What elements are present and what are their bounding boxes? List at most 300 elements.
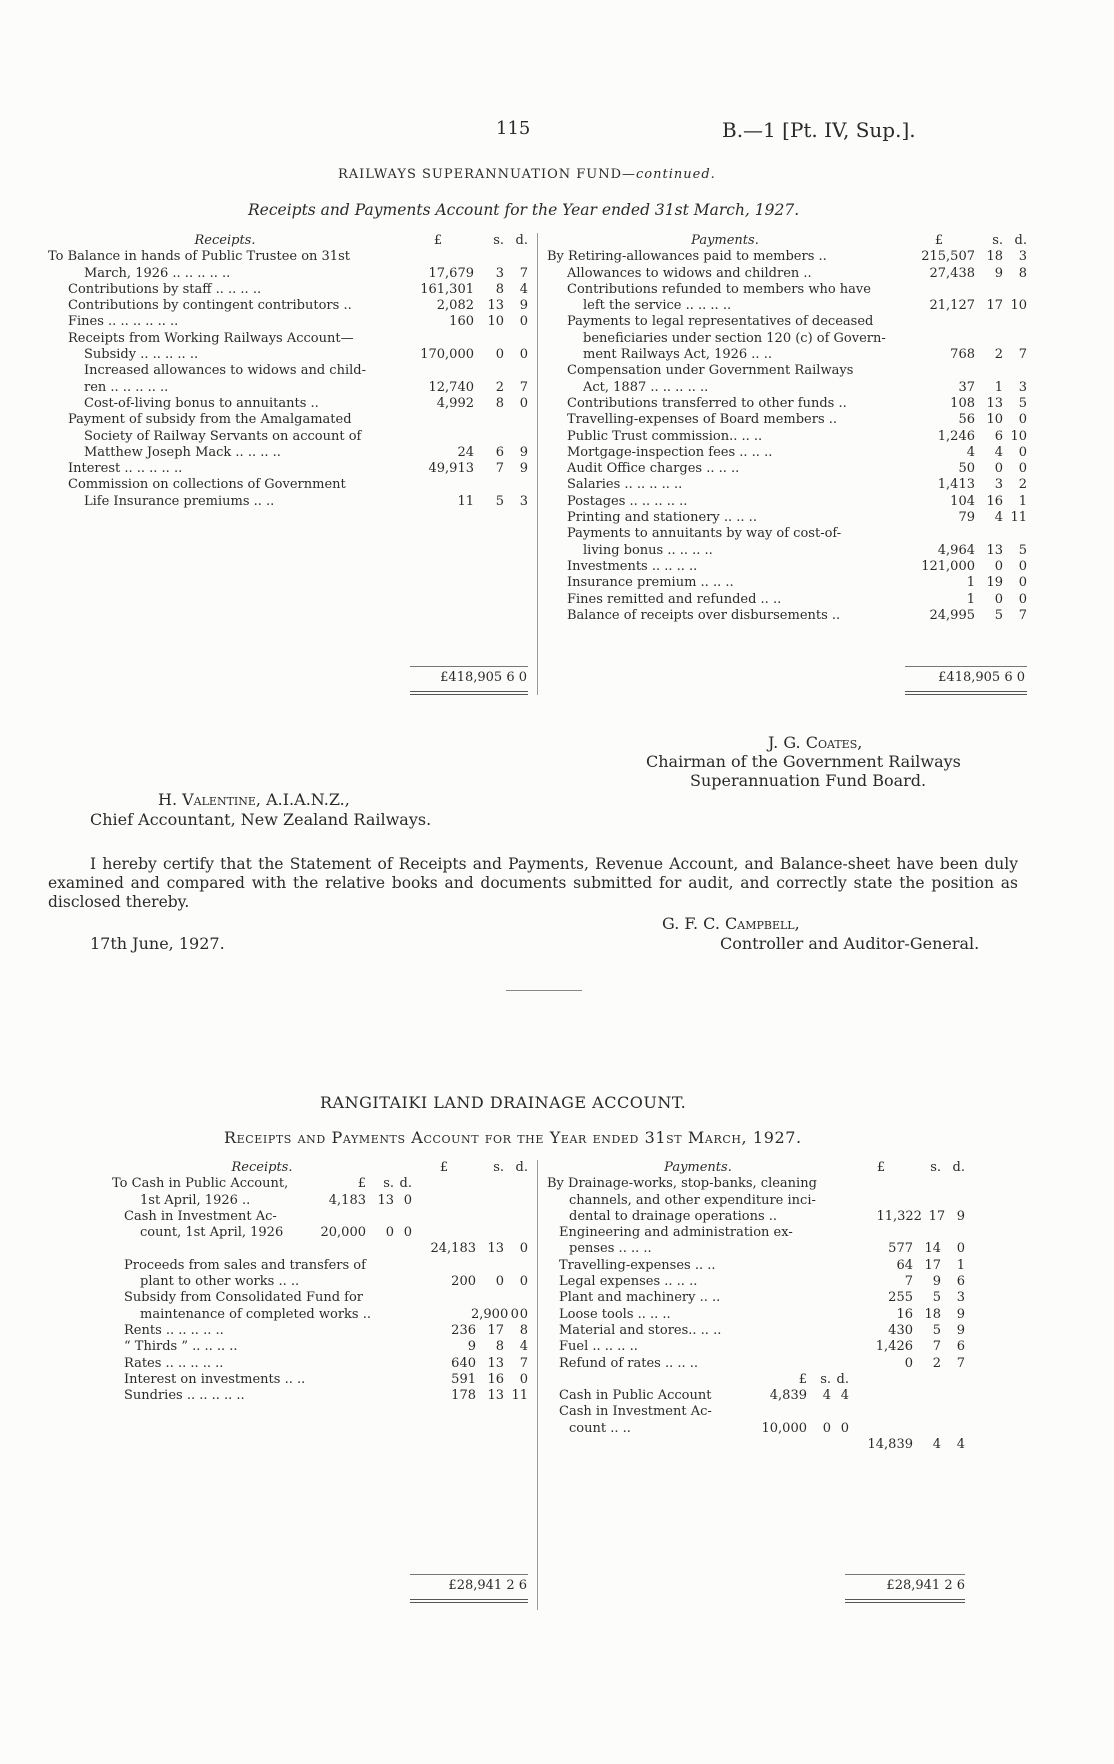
ledger-row-label: Receipts from Working Railways Account—: [68, 330, 354, 346]
rangitaiki-column-divider: [537, 1160, 538, 1610]
inner-pence: 0: [403, 1192, 412, 1208]
ledger-row: [547, 494, 1027, 510]
ledger-row: [547, 1372, 965, 1388]
amount-pence: 0: [519, 1241, 528, 1257]
rangitaiki-receipts-table: [112, 1160, 528, 1404]
amount-pence: 3: [519, 493, 528, 509]
ledger-row-label: “ Thirds ” .. .. .. ..: [124, 1339, 238, 1355]
rs-payments-table: [547, 233, 1027, 624]
ledger-row: [48, 282, 528, 298]
amount-pence: 7: [956, 1355, 965, 1371]
amount-pence: 9: [519, 298, 528, 314]
ledger-row: [48, 461, 528, 477]
ledger-row-label: Matthew Joseph Mack .. .. .. ..: [84, 444, 281, 460]
rangitaiki-payments-table: [547, 1160, 965, 1453]
ledger-row-label: Audit Office charges .. .. ..: [567, 461, 740, 477]
ledger-row: [547, 363, 1027, 379]
signatory-valentine-name: H. Valentine, A.I.A.N.Z.,: [158, 790, 350, 809]
amount-pounds: 12,740: [428, 379, 474, 395]
ledger-row-label: Compensation under Government Railways: [567, 363, 854, 379]
ledger-row: [48, 347, 528, 363]
ledger-row: [547, 1241, 965, 1257]
rs-receipts-total-rule: [410, 666, 528, 667]
ledger-row: [547, 1421, 965, 1437]
amount-pounds: 1: [966, 591, 975, 607]
amount-shillings: 3: [495, 265, 504, 281]
amount-shillings: 0: [495, 347, 504, 363]
ledger-row-label: Allowances to widows and children ..: [567, 265, 812, 281]
ledger-row-label: Engineering and administration ex-: [559, 1225, 793, 1241]
signatory-coates-title-2: Superannuation Fund Board.: [690, 771, 927, 790]
ledger-row: [48, 249, 528, 265]
amount-shillings: 18: [924, 1306, 941, 1322]
pounds-column-header: £: [439, 1160, 449, 1175]
inner-pounds: 4,183: [328, 1192, 366, 1208]
amount-shillings: 5: [932, 1290, 941, 1306]
ledger-row: [112, 1241, 528, 1257]
ledger-row: [547, 314, 1027, 330]
ledger-row-label: Loose tools .. .. ..: [559, 1306, 671, 1322]
amount-shillings: 4: [994, 510, 1003, 526]
ledger-row-label: Cost-of-living bonus to annuitants ..: [84, 395, 319, 411]
ledger-row: [547, 510, 1027, 526]
amount-pence: 4: [956, 1437, 965, 1453]
ledger-row: [547, 282, 1027, 298]
ledger-row-label: ment Railways Act, 1926 .. ..: [583, 347, 772, 363]
ledger-row: [48, 429, 528, 445]
amount-shillings: 6: [495, 444, 504, 460]
amount-shillings: 2: [994, 347, 1003, 363]
rg-payments-total-rule: [845, 1574, 965, 1575]
ledger-row: [112, 1388, 528, 1404]
amount-pounds: 0: [904, 1355, 913, 1371]
amount-shillings: 5: [495, 493, 504, 509]
ledger-row-label: Investments .. .. .. ..: [567, 558, 698, 574]
rg-payments-total: £28,941 2 6: [886, 1578, 965, 1593]
ledger-row: [547, 1356, 965, 1372]
certificate-date: 17th June, 1927.: [90, 934, 225, 953]
ledger-row: [547, 575, 1027, 591]
amount-shillings: 13: [487, 1355, 504, 1371]
amount-pence: 7: [519, 1355, 528, 1371]
ledger-row: [547, 1193, 965, 1209]
amount-shillings: 0: [994, 591, 1003, 607]
ledger-row-label: channels, and other expenditure inci-: [569, 1192, 816, 1208]
ledger-heading-row: [547, 233, 1027, 249]
ledger-row-label: Cash in Public Account: [559, 1388, 712, 1404]
amount-pounds: 1: [966, 575, 975, 591]
pence-column-header: d.: [952, 1160, 965, 1175]
ledger-row-label: Postages .. .. .. .. ..: [567, 493, 688, 509]
rs-payments-double-rule: [905, 691, 1027, 695]
inner-pounds: 20,000: [320, 1225, 366, 1241]
shillings-column-header: s.: [493, 233, 504, 248]
amount-pounds: 79: [958, 510, 975, 526]
inner-pounds: 4,839: [769, 1388, 807, 1404]
ledger-row-label: Act, 1887 .. .. .. .. ..: [583, 379, 709, 395]
ledger-row: [112, 1307, 528, 1323]
amount-pounds: 4: [966, 444, 975, 460]
amount-pounds: 200: [451, 1274, 476, 1290]
column-divider: [537, 233, 538, 695]
ledger-row-label: Balance of receipts over disbursements ..: [567, 607, 841, 623]
amount-pence: 7: [1018, 607, 1027, 623]
ledger-heading-row: [48, 233, 528, 249]
amount-shillings: 2: [932, 1355, 941, 1371]
shillings-column-header: s.: [992, 233, 1003, 248]
amount-pounds: 14,839: [867, 1437, 913, 1453]
inner-shillings: 13: [377, 1192, 394, 1208]
amount-pence: 3: [1018, 379, 1027, 395]
amount-shillings: 8: [495, 281, 504, 297]
amount-pounds: 1,426: [875, 1339, 913, 1355]
ledger-row-label: beneficiaries under section 120 (c) of Govern-: [583, 330, 886, 346]
ledger-row-label: Rents .. .. .. .. ..: [124, 1322, 224, 1338]
amount-pounds: 2,082: [436, 298, 474, 314]
amount-pence: 4: [519, 281, 528, 297]
ledger-row-label: count, 1st April, 1926: [140, 1225, 284, 1241]
amount-shillings: 13: [986, 542, 1003, 558]
ledger-row: [547, 1307, 965, 1323]
ledger-row: [547, 559, 1027, 575]
ledger-row: [112, 1258, 528, 1274]
amount-pence: 9: [519, 444, 528, 460]
amount-pence: 9: [956, 1322, 965, 1338]
ledger-row: [48, 412, 528, 428]
ledger-row-label: Travelling-expenses of Board members ..: [567, 412, 838, 428]
ledger-row-label: By Drainage-works, stop-banks, cleaning: [547, 1176, 817, 1192]
amount-pence: 3: [956, 1290, 965, 1306]
inner-amount-group: [312, 1176, 412, 1192]
amount-pounds: 108: [950, 395, 975, 411]
amount-shillings: 13: [986, 395, 1003, 411]
amount-shillings: 0: [994, 558, 1003, 574]
rangitaiki-title: RANGITAIKI LAND DRAINAGE ACCOUNT.: [320, 1093, 687, 1112]
amount-pounds: 11: [457, 493, 474, 509]
amount-pence: 10: [1010, 428, 1027, 444]
amount-pounds: 121,000: [921, 558, 975, 574]
ledger-row: [547, 608, 1027, 624]
ledger-row: [547, 1209, 965, 1225]
ledger-row-label: Rates .. .. .. .. ..: [124, 1355, 224, 1371]
ledger-row: [48, 298, 528, 314]
ledger-row-label: Society of Railway Servants on account of: [84, 428, 362, 444]
inner-shillings: 0: [385, 1225, 394, 1241]
ledger-row-label: Subsidy from Consolidated Fund for: [124, 1290, 364, 1306]
amount-shillings: 17: [928, 1208, 946, 1224]
ledger-heading: Receipts.: [194, 233, 256, 248]
rs-payments-total: £418,905 6 0: [938, 670, 1025, 685]
pence-column-header: d.: [515, 1160, 528, 1175]
amount-pounds: 17,679: [428, 265, 474, 281]
amount-pence: 9: [956, 1306, 965, 1322]
inner-shillings: 4: [822, 1388, 831, 1404]
ledger-row: [547, 1323, 965, 1339]
amount-pence: 7: [1018, 347, 1027, 363]
pounds-column-header: £: [934, 233, 944, 248]
ledger-row: [547, 412, 1027, 428]
amount-pence: 0: [1018, 412, 1027, 428]
ledger-row: [48, 494, 528, 510]
ledger-row-label: Commission on collections of Government: [68, 477, 346, 493]
ledger-row: [547, 1225, 965, 1241]
auditor-title: Controller and Auditor-General.: [720, 934, 980, 953]
ledger-row-label: Payments to legal representatives of deceased: [567, 314, 874, 330]
amount-pounds: 215,507: [921, 249, 975, 265]
amount-pounds: 9: [467, 1339, 476, 1355]
ledger-row: [48, 380, 528, 396]
amount-pence: 0: [1018, 575, 1027, 591]
amount-shillings: 3: [994, 477, 1003, 493]
ledger-row: [547, 1176, 965, 1192]
ledger-row: [547, 1339, 965, 1355]
amount-pounds: 1,246: [937, 428, 975, 444]
ledger-row-label: Mortgage-inspection fees .. .. ..: [567, 444, 773, 460]
inner-shillings: 0: [822, 1420, 831, 1436]
amount-shillings: 13: [487, 298, 504, 314]
ledger-row-label: Contributions by staff .. .. .. ..: [68, 281, 262, 297]
amount-pence: 1: [1018, 493, 1027, 509]
amount-pounds: 24,183: [430, 1241, 476, 1257]
ledger-row: [112, 1176, 528, 1192]
amount-pence: 3: [1018, 249, 1027, 265]
amount-pence: 0: [1018, 444, 1027, 460]
ledger-row-label: penses .. .. ..: [569, 1241, 652, 1257]
document-reference: B.—1 [Pt. IV, Sup.].: [722, 118, 916, 142]
amount-pence: 0: [519, 1274, 528, 1290]
amount-pence: 7: [519, 265, 528, 281]
amount-shillings: 5: [994, 607, 1003, 623]
amount-pounds: 170,000: [420, 347, 474, 363]
amount-shillings: 17: [924, 1257, 941, 1273]
ledger-row-label: Refund of rates .. .. ..: [559, 1355, 699, 1371]
inner-amount-group: [757, 1372, 849, 1388]
amount-pounds: 37: [958, 379, 975, 395]
amount-pounds: 11,322: [876, 1208, 922, 1224]
amount-pounds: 50: [958, 461, 975, 477]
ledger-row: [48, 314, 528, 330]
ledger-row-label: Material and stores.. .. ..: [559, 1322, 722, 1338]
ledger-row: [48, 363, 528, 379]
ledger-row-label: March, 1926 .. .. .. .. ..: [84, 265, 231, 281]
amount-pence: 0: [956, 1241, 965, 1257]
ledger-row: [547, 266, 1027, 282]
fund-title-continued: continued.: [636, 167, 716, 182]
rg-receipts-double-rule: [410, 1599, 528, 1603]
ledger-row: [547, 347, 1027, 363]
ledger-row-label: Fuel .. .. .. ..: [559, 1339, 638, 1355]
ledger-row-label: Payments to annuitants by way of cost-of-: [567, 526, 842, 542]
ledger-row: [112, 1356, 528, 1372]
amount-shillings: 13: [487, 1388, 504, 1404]
ledger-row: [112, 1290, 528, 1306]
rs-payments-total-rule: [905, 666, 1027, 667]
amount-pence: 9: [519, 461, 528, 477]
ledger-row-label: To Cash in Public Account,: [112, 1176, 289, 1192]
ledger-row-label: Payment of subsidy from the Amalgamated: [68, 412, 352, 428]
ledger-row-label: Cash in Investment Ac-: [559, 1404, 712, 1420]
ledger-heading: Payments.: [691, 233, 759, 248]
ledger-row-label: Salaries .. .. .. .. ..: [567, 477, 683, 493]
ledger-row: [547, 1437, 965, 1453]
amount-shillings: 17: [487, 1322, 504, 1338]
amount-pounds: 577: [888, 1241, 913, 1257]
ledger-row: [547, 1404, 965, 1420]
rg-receipts-total: £28,941 2 6: [448, 1578, 527, 1593]
amount-pence: 0: [519, 347, 528, 363]
ledger-row-label: By Retiring-allowances paid to members ..: [547, 249, 827, 265]
amount-pounds: 591: [451, 1371, 476, 1387]
amount-pence: 2: [1018, 477, 1027, 493]
ledger-row: [112, 1225, 528, 1241]
ledger-row: [112, 1339, 528, 1355]
amount-pounds: 4,964: [937, 542, 975, 558]
inner-amount-group: [757, 1421, 849, 1437]
rs-receipts-double-rule: [410, 691, 528, 695]
inner-pence: 0: [840, 1420, 849, 1436]
ledger-row: [547, 249, 1027, 265]
amount-shillings: 0: [510, 1306, 519, 1322]
ledger-row: [112, 1372, 528, 1388]
amount-pounds: 161,301: [420, 281, 474, 297]
amount-pence: 0: [519, 1306, 528, 1322]
amount-pounds: 1,413: [937, 477, 975, 493]
amount-pounds: 49,913: [428, 461, 474, 477]
ledger-heading: Payments.: [664, 1160, 732, 1175]
amount-pence: 0: [1018, 461, 1027, 477]
auditor-name: G. F. C. Campbell,: [662, 914, 800, 933]
amount-pounds: 16: [896, 1306, 913, 1322]
amount-pence: 1: [956, 1257, 965, 1273]
inner-pence: d.: [399, 1176, 412, 1192]
ledger-row: [547, 1258, 965, 1274]
amount-pence: 5: [1018, 395, 1027, 411]
account-title: Receipts and Payments Account for the Year ended 31st March, 1927.: [248, 201, 800, 219]
rangitaiki-subtitle: Receipts and Payments Account for the Year ended 31st March, 1927.: [224, 1128, 802, 1147]
ledger-row-label: Subsidy .. .. .. .. ..: [84, 347, 199, 363]
ledger-row: [547, 477, 1027, 493]
amount-pence: 7: [519, 379, 528, 395]
ledger-row-label: 1st April, 1926 ..: [140, 1192, 251, 1208]
amount-pence: 6: [956, 1339, 965, 1355]
ledger-row-label: dental to drainage operations ..: [569, 1208, 778, 1224]
ledger-row-label: Life Insurance premiums .. ..: [84, 493, 275, 509]
ledger-row: [112, 1274, 528, 1290]
amount-pounds: 430: [888, 1322, 913, 1338]
ledger-row-label: plant to other works .. ..: [140, 1274, 300, 1290]
ledger-row: [547, 1388, 965, 1404]
pounds-column-header: £: [433, 233, 443, 248]
ledger-row-label: Plant and machinery .. ..: [559, 1290, 721, 1306]
ledger-heading-row: [112, 1160, 528, 1176]
amount-pence: 0: [519, 1371, 528, 1387]
ledger-row: [48, 445, 528, 461]
ledger-row-label: count .. ..: [569, 1420, 631, 1436]
ledger-row: [547, 526, 1027, 542]
ledger-row: [547, 331, 1027, 347]
amount-pence: 0: [519, 314, 528, 330]
inner-amount-group: [312, 1193, 412, 1209]
amount-shillings: 10: [986, 412, 1003, 428]
ledger-row-label: Contributions transferred to other funds ..: [567, 395, 847, 411]
amount-pounds: 27,438: [929, 265, 975, 281]
ledger-row-label: Contributions by contingent contributors ..: [68, 298, 352, 314]
amount-shillings: 0: [495, 1274, 504, 1290]
amount-pence: 8: [1018, 265, 1027, 281]
ledger-row-label: To Balance in hands of Public Trustee on 31st: [48, 249, 350, 265]
amount-shillings: 7: [932, 1339, 941, 1355]
amount-shillings: 16: [986, 493, 1003, 509]
ledger-row-label: Public Trust commission.. .. ..: [567, 428, 763, 444]
amount-pounds: 640: [451, 1355, 476, 1371]
shillings-column-header: s.: [930, 1160, 941, 1175]
inner-shillings: s.: [820, 1371, 831, 1387]
rs-receipts-total: £418,905 6 0: [440, 670, 527, 685]
ledger-row: [112, 1209, 528, 1225]
amount-pence: 5: [1018, 542, 1027, 558]
amount-shillings: 14: [924, 1241, 941, 1257]
ledger-row-label: Interest .. .. .. .. ..: [68, 461, 183, 477]
ledger-row-label: Contributions refunded to members who have: [567, 281, 871, 297]
ledger-row-label: Fines remitted and refunded .. ..: [567, 591, 782, 607]
amount-pence: 4: [519, 1339, 528, 1355]
rs-receipts-table: [48, 233, 528, 510]
amount-pounds: 104: [950, 493, 975, 509]
amount-pounds: 255: [888, 1290, 913, 1306]
amount-shillings: 18: [986, 249, 1003, 265]
amount-shillings: 8: [495, 395, 504, 411]
rg-payments-double-rule: [845, 1599, 965, 1603]
inner-amount-group: [312, 1225, 412, 1241]
amount-pence: 0: [519, 395, 528, 411]
amount-pounds: 4,992: [436, 395, 474, 411]
amount-pounds: 21,127: [929, 298, 975, 314]
inner-pounds: £: [357, 1176, 366, 1192]
amount-shillings: 2: [495, 379, 504, 395]
ledger-row-label: Insurance premium .. .. ..: [567, 575, 734, 591]
ledger-row: [547, 380, 1027, 396]
amount-shillings: 17: [986, 298, 1003, 314]
ledger-row: [112, 1323, 528, 1339]
page-number: 115: [496, 118, 531, 139]
ledger-row-label: Increased allowances to widows and child-: [84, 363, 366, 379]
inner-pence: 4: [840, 1388, 849, 1404]
pence-column-header: d.: [515, 233, 528, 248]
amount-pounds: 2,900: [471, 1306, 509, 1322]
audit-certificate: I hereby certify that the Statement of Receipts and Payments, Revenue Account, and Balance-sheet have been duly examined and compared with the relative books and documents submitted for audit, and correctly state the position as disclosed thereby.: [48, 855, 1018, 911]
amount-shillings: 16: [487, 1371, 504, 1387]
amount-shillings: 6: [994, 428, 1003, 444]
ledger-row: [48, 331, 528, 347]
amount-pence: 0: [1018, 558, 1027, 574]
ledger-row: [547, 429, 1027, 445]
pence-column-header: d.: [1014, 233, 1027, 248]
ledger-row-label: Travelling-expenses .. ..: [559, 1257, 716, 1273]
ledger-row-label: maintenance of completed works ..: [140, 1306, 371, 1322]
fund-title-main: RAILWAYS SUPERANNUATION FUND—: [338, 167, 637, 182]
amount-pounds: 7: [904, 1274, 913, 1290]
amount-shillings: 4: [994, 444, 1003, 460]
amount-pounds: 236: [451, 1322, 476, 1338]
ledger-row-label: left the service .. .. .. ..: [583, 298, 732, 314]
amount-pence: 10: [1010, 298, 1027, 314]
amount-shillings: 7: [495, 461, 504, 477]
amount-pence: 0: [1018, 591, 1027, 607]
amount-pence: 9: [956, 1208, 965, 1224]
amount-shillings: 8: [495, 1339, 504, 1355]
section-separator: [506, 990, 582, 991]
inner-shillings: s.: [383, 1176, 394, 1192]
